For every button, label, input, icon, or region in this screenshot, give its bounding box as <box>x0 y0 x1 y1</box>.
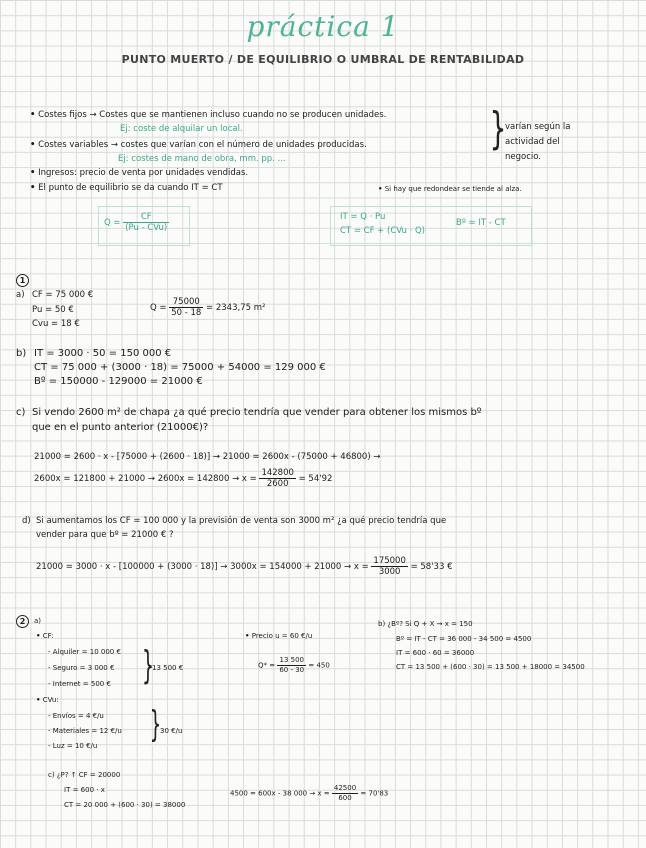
ex2-luz: - Luz = 10 €/u <box>48 742 98 750</box>
exercise-2-circle: 2 <box>16 615 29 628</box>
ex2-precio: • Precio u = 60 €/u <box>245 632 313 640</box>
fixed-costs-text: Costes fijos → Costes que se mantienen incluso cuando no se producen unidades. <box>38 110 387 120</box>
ex1-q-left: Q = <box>150 303 167 313</box>
ex2-alquiler: - Alquiler = 10 000 € <box>48 648 121 656</box>
bullet-equilibrium: • El punto de equilibrio se da cuando IT = CT <box>30 183 223 193</box>
bullet-fixed-costs: • Costes fijos → Costes que se mantienen incluso cuando no se producen unidades. <box>30 110 387 120</box>
ex2-b-label: b) <box>378 620 386 628</box>
variable-costs-text: Costes variables → costes que varían con el número de unidades producidas. <box>38 140 367 150</box>
ex1-d-line-left: 21000 = 3000 · x - [100000 + (3000 · 18)] → 3000x = 154000 + 21000 → x = <box>36 562 369 572</box>
ex1-pu: Pu = 50 € <box>32 305 74 315</box>
ex2-b-question: ¿Bº? Si Q + X → x = 150 <box>387 620 473 628</box>
ex2-c-num: 42500 <box>333 784 357 792</box>
ex2-c-line <box>48 771 120 780</box>
fixed-costs-example: Ej: coste de alquilar un local. <box>120 124 243 134</box>
ex2-qstar-num: 13 500 <box>277 656 306 666</box>
right-brace: } <box>489 103 507 154</box>
ex1-b-it: IT = 3000 · 50 = 150 000 € <box>34 348 172 359</box>
ex2-cvu-label: • CVu: <box>36 696 59 704</box>
formula-q <box>104 212 169 233</box>
ex2-c-eq-left: 4500 = 600x - 38 000 → x = <box>230 789 330 798</box>
page-subtitle: PUNTO MUERTO / DE EQUILIBRIO O UMBRAL DE RENTABILIDAD <box>121 53 525 66</box>
formula-q-num: CF <box>123 212 169 223</box>
ex2-qstar-left: Q* = <box>258 661 276 670</box>
exercise-1-circle: 1 <box>16 274 29 287</box>
ex1-c-question-2: que en el punto anterior (21000€)? <box>32 422 209 433</box>
ex1-cf: CF = 75 000 € <box>32 290 94 300</box>
ex1-d-label: d) <box>22 516 31 526</box>
round-up-text: Si hay que redondear se tiende al alza. <box>384 185 522 193</box>
bullet-round-up: • Si hay que redondear se tiende al alza. <box>378 185 522 193</box>
ex1-d-result: = 58'33 € <box>410 562 453 572</box>
ex2-seguro: - Seguro = 3 000 € <box>48 664 115 672</box>
income-text: Ingresos: precio de venta por unidades vendidas. <box>38 168 249 178</box>
ex2-qstar-result: = 450 <box>308 661 330 670</box>
ex2-a-label: a) <box>34 617 42 625</box>
ex2-qstar-den: 60 - 30 <box>279 666 305 674</box>
ex2-b-ct: CT = 13 500 + (600 · 30) = 13 500 + 18000 = 34500 <box>396 663 585 671</box>
variable-costs-example: Ej: costes de mano de obra, mm. pp. ... <box>118 154 286 164</box>
ex1-a-label: a) <box>16 290 25 300</box>
ex2-materiales: - Materiales = 12 €/u <box>48 727 122 735</box>
ex1-d-line-1 <box>36 556 452 577</box>
ex2-cf-brace: } <box>142 643 155 687</box>
ex1-q-calc <box>150 297 265 318</box>
ex2-c-it: IT = 600 · x <box>64 786 105 794</box>
page-title: práctica 1 <box>246 10 400 43</box>
ex1-d-num: 175000 <box>373 556 406 566</box>
ex2-c-result: = 70'83 <box>360 789 389 798</box>
ex1-c-line-1: 21000 = 2600 · x - [75000 + (2600 · 18)] → 21000 = 2600x - (75000 + 46800) → <box>34 452 381 462</box>
ex1-c-num: 142800 <box>261 468 294 478</box>
ex2-envios: - Envíos = 4 €/u <box>48 712 104 720</box>
ex1-d-question-2: vender para que bº = 21000 € ? <box>36 530 174 540</box>
ex1-c-label: c) <box>16 407 26 418</box>
ex2-b-it: IT = 600 · 60 = 36000 <box>396 649 475 657</box>
bullet-income: • Ingresos: precio de venta por unidades vendidas. <box>30 168 249 178</box>
ex1-q-result: = 2343,75 m² <box>206 303 266 313</box>
ex1-c-line-2 <box>34 468 332 489</box>
ex1-c-question-1: Si vendo 2600 m² de chapa ¿a qué precio tendría que vender para obtener los mismos bº <box>32 407 482 418</box>
formula-q-den: (Pu - CVu) <box>125 223 168 233</box>
ex1-d-den: 3000 <box>378 567 401 577</box>
ex2-c-question: ¿P? ↑ CF = 20000 <box>56 771 121 779</box>
ex2-cvu-label-text: CVu: <box>42 696 59 704</box>
ex1-c-result: = 54'92 <box>298 474 333 484</box>
ex1-c-den: 2600 <box>266 479 289 489</box>
exercise-2-number <box>16 615 29 628</box>
ex2-cf-label-text: CF: <box>42 632 54 640</box>
ex1-b-bo: Bº = 150000 - 129000 = 21000 € <box>34 376 203 387</box>
exercise-1-number <box>16 274 29 287</box>
ex2-c-label: c) <box>48 771 55 779</box>
ex1-b-ct: CT = 75 000 + (3000 · 18) = 75000 + 54000 = 129 000 € <box>34 362 326 373</box>
formula-q-left: Q = <box>104 218 121 228</box>
formula-bo: Bº = IT - CT <box>456 218 506 228</box>
ex2-c-den: 600 <box>338 794 352 802</box>
ex1-q-den: 50 - 18 <box>171 308 202 318</box>
ex2-qstar <box>258 656 330 675</box>
ex2-cf-total: 13 500 € <box>152 664 184 672</box>
equilibrium-text: El punto de equilibrio se da cuando IT = CT <box>38 183 223 193</box>
ex2-c-ct: CT = 20 000 + (600 · 30) = 38000 <box>64 801 186 809</box>
ex1-b-label: b) <box>16 348 27 359</box>
brace-note-3: negocio. <box>505 152 542 162</box>
ex1-cvu: Cvu = 18 € <box>32 319 80 329</box>
ex1-d-question-1: Si aumentamos los CF = 100 000 y la previsión de venta son 3000 m² ¿a qué precio tendría que <box>36 516 447 526</box>
ex2-b-bo: Bº = IT - CT = 36 000 - 34 500 = 4500 <box>396 635 532 643</box>
ex2-internet: - Internet = 500 € <box>48 680 111 688</box>
ex2-b-line <box>378 620 473 629</box>
ex2-c-equation <box>230 784 388 803</box>
brace-note-2: actividad del <box>505 137 560 147</box>
ex2-cf-label: • CF: <box>36 632 54 640</box>
ex2-precio-text: Precio u = 60 €/u <box>251 632 313 640</box>
bullet-variable-costs: • Costes variables → costes que varían con el número de unidades producidas. <box>30 140 367 150</box>
ex2-cvu-brace: } <box>149 704 162 745</box>
ex1-c-line-2-left: 2600x = 121800 + 21000 → 2600x = 142800 → x = <box>34 474 257 484</box>
brace-note-1: varían según la <box>505 122 571 132</box>
formula-it: IT = Q · Pu <box>340 212 386 222</box>
formula-ct: CT = CF + (CVu · Q) <box>340 226 425 236</box>
ex1-q-num: 75000 <box>169 297 203 308</box>
ex2-cvu-total: 30 €/u <box>160 727 183 735</box>
